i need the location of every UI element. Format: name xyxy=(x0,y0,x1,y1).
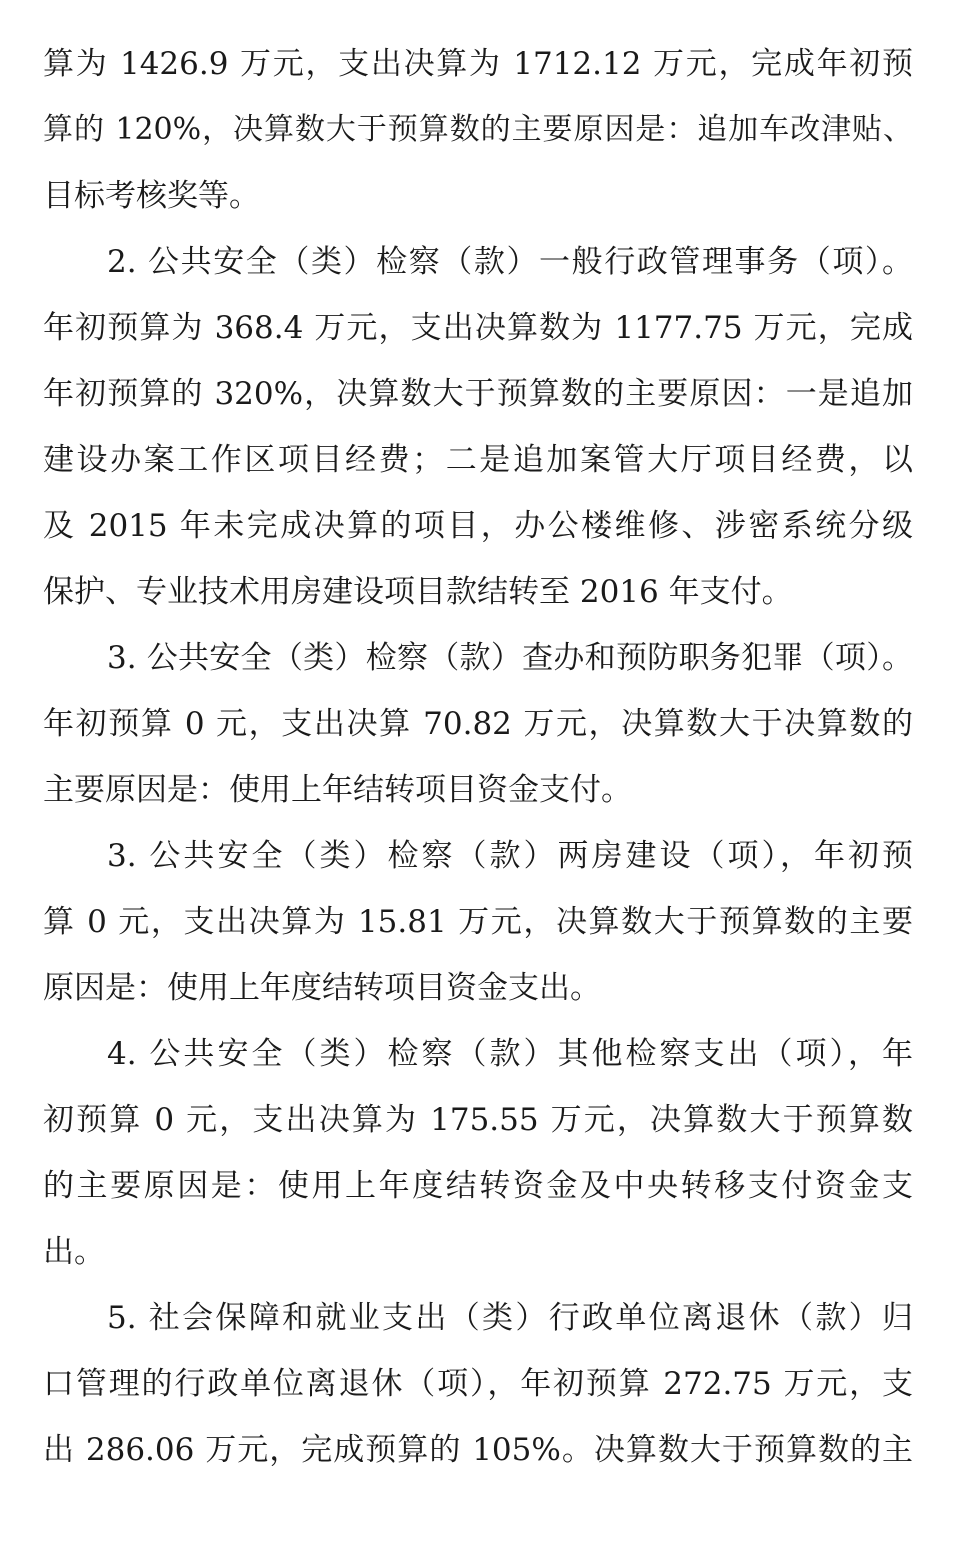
text-line: 初预算 0 元，支出决算为 175.55 万元，决算数大于预算数 xyxy=(43,1102,913,1138)
paragraph-heading-line: 2. 公共安全（类）检察（款）一般行政管理事务（项）。 xyxy=(107,244,913,280)
text-line: 口管理的行政单位离退休（项），年初预算 272.75 万元，支 xyxy=(43,1366,913,1402)
text-line: 的主要原因是：使用上年度结转资金及中央转移支付资金支 xyxy=(43,1168,913,1204)
paragraph-heading-line: 4. 公共安全（类）检察（款）其他检察支出（项），年 xyxy=(107,1036,913,1072)
text-line: 年初预算的 320%，决算数大于预算数的主要原因：一是追加 xyxy=(43,376,913,412)
text-line: 原因是：使用上年度结转项目资金支出。 xyxy=(43,970,601,1006)
text-line: 年初预算为 368.4 万元，支出决算数为 1177.75 万元，完成 xyxy=(43,310,913,346)
text-line: 及 2015 年未完成决算的项目，办公楼维修、涉密系统分级 xyxy=(43,508,913,544)
text-line: 算 0 元，支出决算为 15.81 万元，决算数大于预算数的主要 xyxy=(43,904,913,940)
text-line: 出 286.06 万元，完成预算的 105%。决算数大于预算数的主 xyxy=(43,1432,913,1468)
text-line: 建设办案工作区项目经费；二是追加案管大厅项目经费，以 xyxy=(43,442,913,478)
text-line: 算为 1426.9 万元，支出决算为 1712.12 万元，完成年初预 xyxy=(43,46,913,82)
text-line: 算的 120%，决算数大于预算数的主要原因是：追加车改津贴、 xyxy=(43,112,913,147)
text-line: 年初预算 0 元，支出决算 70.82 万元，决算数大于决算数的 xyxy=(43,706,913,742)
text-line: 目标考核奖等。 xyxy=(43,178,260,214)
text-line: 主要原因是：使用上年结转项目资金支付。 xyxy=(43,772,632,808)
text-line: 出。 xyxy=(43,1234,105,1270)
paragraph-heading-line: 5. 社会保障和就业支出（类）行政单位离退休（款）归 xyxy=(107,1300,913,1336)
paragraph-heading-line: 3. 公共安全（类）检察（款）查办和预防职务犯罪（项）。 xyxy=(107,640,913,676)
text-line: 保护、专业技术用房建设项目款结转至 2016 年支付。 xyxy=(43,574,793,610)
paragraph-heading-line: 3. 公共安全（类）检察（款）两房建设（项），年初预 xyxy=(107,838,913,874)
